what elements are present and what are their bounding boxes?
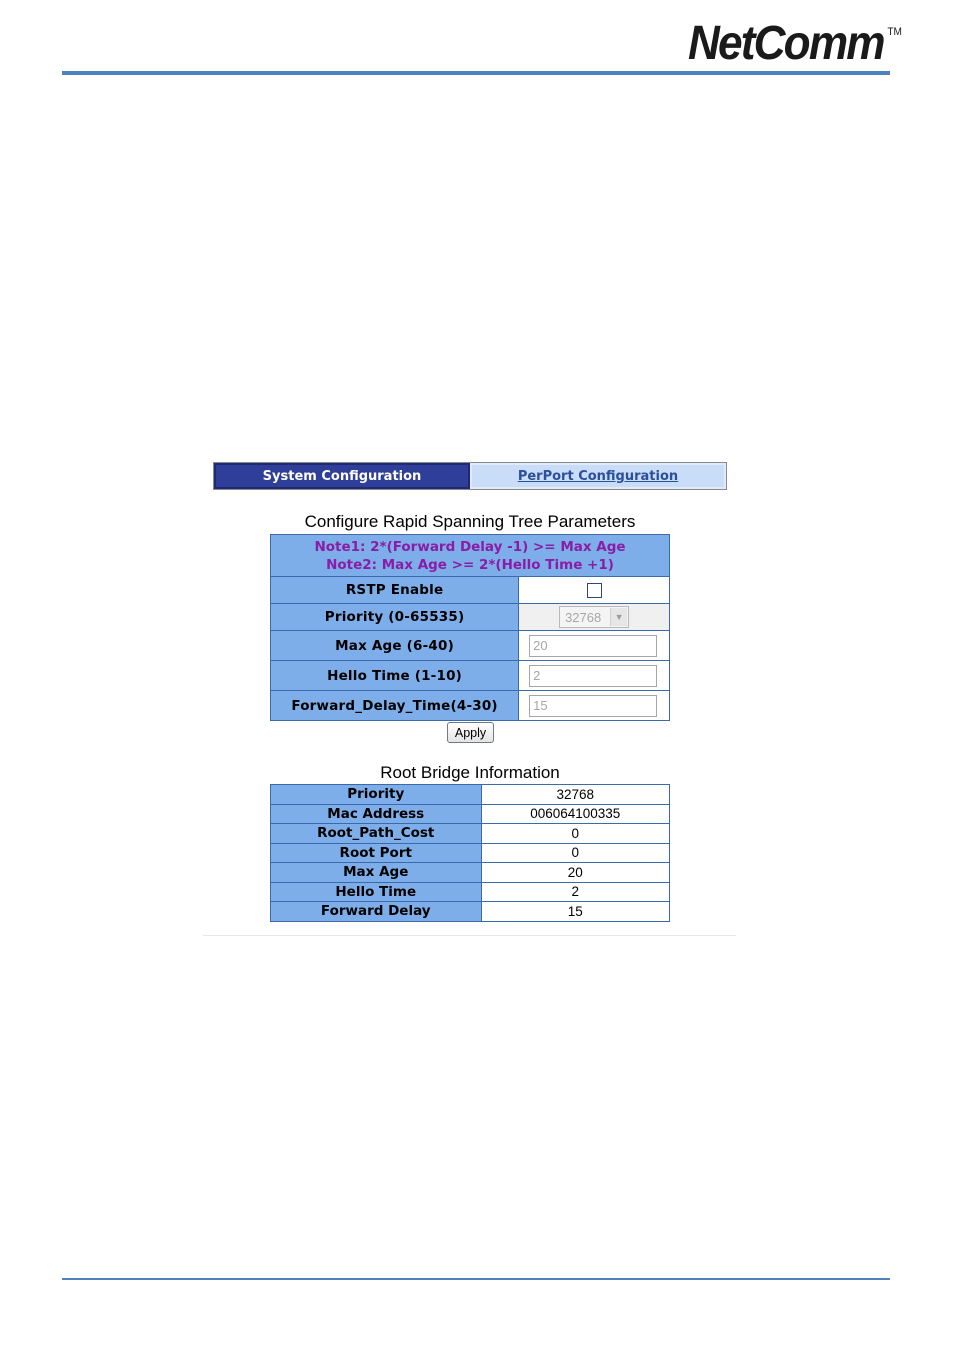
rstp-enable-checkbox[interactable] (587, 583, 602, 598)
root-max-age-label: Max Age (271, 863, 482, 883)
tab-system-configuration[interactable]: System Configuration (214, 463, 470, 489)
root-priority-label: Priority (271, 785, 482, 805)
forward-delay-cell (519, 691, 670, 721)
root-forward-delay-value: 15 (481, 902, 670, 922)
note-2: Note2: Max Age >= 2*(Hello Time +1) (326, 556, 614, 573)
max-age-cell (519, 631, 670, 661)
note-1: Note1: 2*(Forward Delay -1) >= Max Age (314, 538, 626, 555)
root-port-label: Root Port (271, 843, 482, 863)
table-row (271, 863, 670, 883)
apply-button[interactable]: Apply (447, 722, 494, 743)
priority-label: Priority (0-65535) (271, 604, 519, 631)
table-row (271, 902, 670, 922)
table-row (271, 804, 670, 824)
tab-perport-configuration[interactable]: PerPort Configuration (470, 463, 726, 489)
logo-trademark: TM (887, 26, 902, 38)
max-age-input[interactable]: 20 (529, 635, 657, 657)
rstp-title: Configure Rapid Spanning Tree Parameters (304, 512, 636, 531)
rstp-parameters-table (270, 534, 670, 721)
rstp-enable-label: RSTP Enable (271, 577, 519, 604)
root-path-cost-label: Root_Path_Cost (271, 824, 482, 844)
root-bridge-title: Root Bridge Information (380, 763, 560, 782)
table-row (271, 882, 670, 902)
chevron-down-icon: ▼ (610, 608, 627, 626)
priority-selected-value: 32768 (565, 609, 602, 625)
logo-text: NetComm (688, 17, 884, 70)
root-forward-delay-label: Forward Delay (271, 902, 482, 922)
root-mac-label: Mac Address (271, 804, 482, 824)
hello-time-input[interactable]: 2 (529, 665, 657, 687)
footer-rule (62, 1278, 890, 1280)
max-age-label: Max Age (6-40) (271, 631, 519, 661)
root-bridge-table (270, 784, 670, 922)
table-row (271, 785, 670, 805)
priority-select[interactable] (559, 606, 629, 628)
root-port-value: 0 (481, 843, 670, 863)
config-tabs (213, 462, 727, 490)
hello-time-label: Hello Time (1-10) (271, 661, 519, 691)
rstp-notes (271, 535, 670, 577)
netcomm-logo (688, 17, 902, 70)
forward-delay-label: Forward_Delay_Time(4-30) (271, 691, 519, 721)
root-priority-value: 32768 (481, 785, 670, 805)
root-path-cost-value: 0 (481, 824, 670, 844)
root-max-age-value: 20 (481, 863, 670, 883)
hello-time-cell (519, 661, 670, 691)
content-divider (203, 935, 736, 936)
forward-delay-input[interactable]: 15 (529, 695, 657, 717)
root-hello-time-label: Hello Time (271, 882, 482, 902)
root-hello-time-value: 2 (481, 882, 670, 902)
root-mac-value: 006064100335 (481, 804, 670, 824)
table-row (271, 843, 670, 863)
table-row (271, 824, 670, 844)
rstp-enable-cell (519, 577, 670, 604)
header-rule (62, 71, 890, 75)
priority-cell (519, 604, 670, 631)
